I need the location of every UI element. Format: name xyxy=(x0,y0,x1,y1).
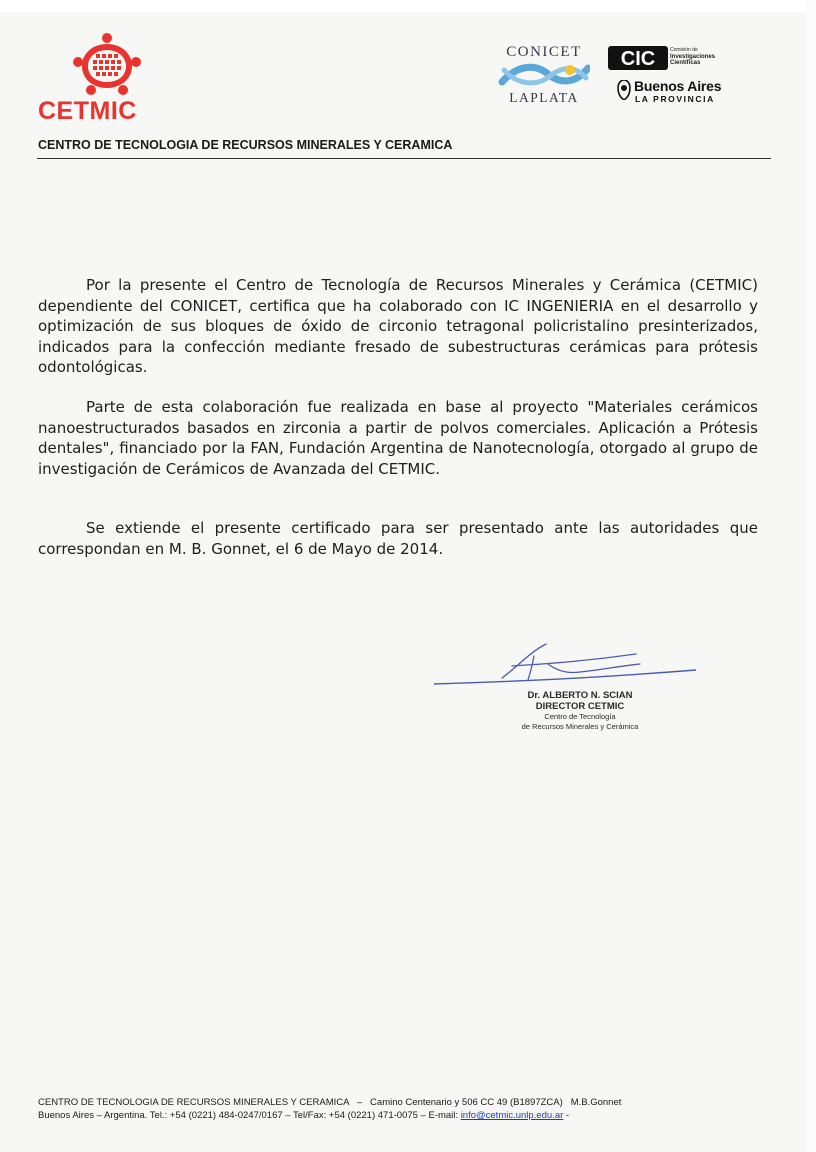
footer-contact-text: Buenos Aires – Argentina. Tel.: +54 (0221) 484-0247/0167 – Tel/Fax: +54 (0221) 471-0075 – E-mail: xyxy=(38,1110,461,1121)
signatory-name: Dr. ALBERTO N. SCIAN xyxy=(527,690,633,701)
signatory-role: DIRECTOR CETMIC xyxy=(535,701,625,712)
cic-logo xyxy=(608,46,668,70)
footer-email-link[interactable]: info@cetmic.unlp.edu.ar xyxy=(460,1110,564,1121)
body-paragraph-1: Por la presente el Centro de Tecnología de Recursos Minerales y Cerámica (CETMIC) dependiente del CONICET, certifica que ha colaborado con IC INGENIERIA en el desarrollo y optimización de sus bloques de óxido de circonio tetragonal policristalino presinterizados, indicados para la confección mediante fresado de subestructuras cerámicas para prótesis odontológicas. xyxy=(38,276,758,376)
footer-contact xyxy=(38,1109,758,1122)
page-top-edge xyxy=(0,0,816,12)
header-divider xyxy=(37,158,771,159)
signatory-org-line-2: de Recursos Minerales y Cerámica xyxy=(521,722,639,731)
conicet-city: LAPLATA xyxy=(509,90,579,105)
buenos-aires-name: Buenos Aires xyxy=(634,78,722,94)
cetmic-wordmark: CETMIC xyxy=(38,97,137,125)
signature-mark xyxy=(430,640,700,690)
cic-mark: CIC xyxy=(620,48,656,70)
cic-caption-line-1: Comisión de xyxy=(670,47,698,53)
footer-contact-suffix: - xyxy=(563,1110,570,1121)
signatory-org-line-1: Centro de Tecnología xyxy=(544,712,616,721)
body-paragraph-3: Se extiende el presente certificado para ser presentado ante las autoridades que correspondan en M. B. Gonnet, el 6 de Mayo de 2014. xyxy=(38,519,758,558)
footer-address: CENTRO DE TECNOLOGIA DE RECURSOS MINERALES Y CERAMICA – Camino Centenario y 506 CC 49 (B1897ZCA) M.B.Gonnet xyxy=(38,1097,622,1108)
conicet-logo xyxy=(494,44,594,108)
conicet-name: CONICET xyxy=(506,44,582,60)
cic-caption-line-3: Científicas xyxy=(670,60,701,66)
conicet-wave-icon xyxy=(498,60,590,90)
cic-caption xyxy=(670,47,715,67)
buenos-aires-shield-icon xyxy=(617,80,631,100)
body-paragraph-2: Parte de esta colaboración fue realizada en base al proyecto "Materiales cerámicos nanoestructurados basados en zirconia a partir de polvos comerciales. Aplicación a Prótesis dentales", financiado por la FAN, Fundación Argentina de Nanotecnología, otorgado al grupo de investigación de Cerámicos de Avanzada del CETMIC. xyxy=(38,398,758,478)
cetmic-logo xyxy=(70,32,144,98)
cic-caption-line-2: Investigaciones xyxy=(670,53,716,60)
buenos-aires-province: LA PROVINCIA xyxy=(635,94,715,104)
signature-stamp xyxy=(490,690,670,732)
footer xyxy=(38,1096,758,1122)
page-right-edge xyxy=(806,0,816,1152)
header-subtitle: CENTRO DE TECNOLOGIA DE RECURSOS MINERALES Y CERAMICA xyxy=(38,138,453,152)
